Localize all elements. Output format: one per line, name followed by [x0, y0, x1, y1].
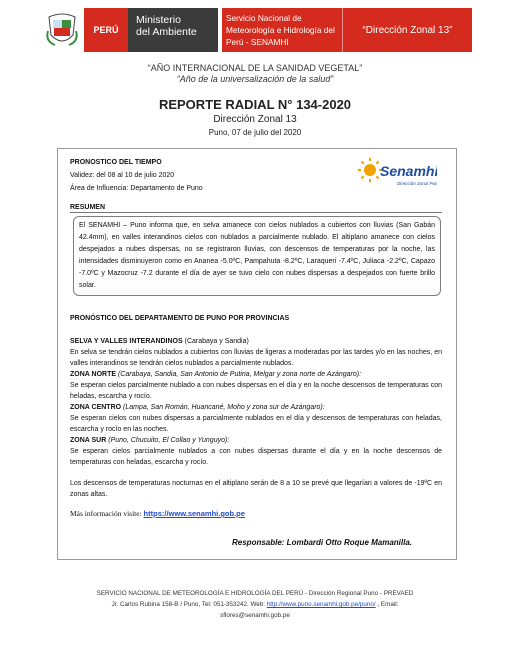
- zone-label: “Dirección Zonal 13”: [342, 8, 472, 52]
- footer-email: sflores@senamhi.gob.pe: [220, 612, 290, 619]
- sur-text: Se esperan cielos parcialmente nublados a con nubes dispersas durante el día y en la noche descensos de temperaturas con heladas, escarcha y rocío.: [70, 448, 442, 466]
- government-header: [40, 8, 472, 52]
- forecast-area: Área de Influencia: Departamento de Puno: [70, 185, 203, 192]
- norte-text: Se esperan cielos parcialmente nublado a con nubes dispersas en el día y en la noche descensos de temperaturas con heladas, escarcha y rocío.: [70, 382, 442, 400]
- centro-text: Se esperan cielos con nubes dispersas a parcialmente nublados en el día y descensos de temperaturas con heladas, escarcha y rocío en las noches.: [70, 415, 442, 433]
- year-subtitle: “Año de la universalización de la salud”: [176, 74, 334, 84]
- forecast-heading: PRONOSTICO DEL TIEMPO: [70, 159, 162, 166]
- summary-text: El SENAMHI – Puno informa que, en selva amanece con cielos nublados a cubiertos con lluvias (San Gabán 42.4mm), en valles interandinos cielos con nublados a parcialmente nublado. El altiplano amanece con cielos despejados a nubes dispersas, no se registraron lluvias, con descensos de temperaturas por la noche, las intensidades disminuyeron como en Ananea -5.0ºC, Pampahuta -8.2ºC, Laraqueri -7.4ºC, Juliaca -2.2ºC, Capazo -7.0ºC y Mazocruz -7.2 durante el día de ayer se tuvo cielo con nubes dispersas a despejados con fuerte brillo solar.: [79, 222, 435, 289]
- selva-text: En selva se tendrán cielos nublados a cubiertos con lluvias de ligeras a moderadas por las tardes y/o en las noches, en valles interandinos se tendrán cielos nublados a parcialmente nublados.: [70, 349, 442, 367]
- puno-website-link[interactable]: http://www.puno.senamhi.gob.pe/puno/: [266, 601, 376, 608]
- report-subtitle: Dirección Zonal 13: [213, 114, 297, 125]
- selva-title: SELVA Y VALLES INTERANDINOS (Carabaya y Sandia): [70, 338, 249, 345]
- closing-text: Los descensos de temperaturas nocturnas en el altiplano serán de 8 a 10 se prevé que llegarían a valores de -19ºC en zonas altas.: [70, 480, 442, 498]
- report-title: REPORTE RADIAL N° 134-2020: [158, 97, 352, 112]
- norte-title: ZONA NORTE (Carabaya, Sandia, San Antonio de Putina, Melgar y zona norte de Azángaro):: [70, 371, 362, 378]
- svg-text:Dirección Zonal Puno: Dirección Zonal Puno: [397, 181, 437, 186]
- centro-title: ZONA CENTRO (Lampa, San Román, Huancané, Moho y zona sur de Azángaro):: [70, 404, 325, 411]
- summary-heading: RESUMEN: [70, 204, 106, 211]
- report-place-date: Puno, 07 de julio del 2020: [208, 128, 302, 137]
- year-motto: “AÑO INTERNACIONAL DE LA SANIDAD VEGETAL”: [147, 63, 363, 73]
- svg-text:Senamhi: Senamhi: [380, 163, 437, 179]
- service-label: Servicio Nacional de Meteorología e Hidrología del Perú - SENAMHI: [222, 8, 342, 52]
- peru-label: PERÚ: [84, 8, 128, 52]
- summary-divider: [70, 212, 442, 213]
- sun-icon: [358, 158, 382, 182]
- more-info: Más información visite: https://www.senamhi.gob.pe: [70, 509, 245, 518]
- senamhi-website-link[interactable]: https://www.senamhi.gob.pe: [143, 509, 245, 518]
- provinces-heading: PRONÓSTICO DEL DEPARTAMENTO DE PUNO POR PROVINCIAS: [70, 315, 290, 322]
- footer: SERVICIO NACIONAL DE METEOROLOGÍA E HIDROLOGÍA DEL PERÚ - Dirección Regional Puno - PREVAED Jr. Carlos Rubina 158-B / Puno, Tel: 051-353242. Web: http://www.puno.senamhi.gob.pe/puno/ , Email: sflores@senamhi.gob.pe: [60, 588, 450, 621]
- responsible: Responsable: Lombardi Otto Roque Mamanilla.: [232, 538, 413, 547]
- sur-title: ZONA SUR (Puno, Chucuito, El Collao y Yunguyo):: [70, 437, 230, 444]
- ministry-label: Ministerio del Ambiente: [128, 8, 218, 52]
- forecast-validity: Validez: del 08 al 10 de julio 2020: [70, 172, 175, 179]
- summary-box: [73, 216, 441, 296]
- senamhi-logo: [357, 156, 437, 190]
- coat-of-arms-logo: [40, 8, 84, 52]
